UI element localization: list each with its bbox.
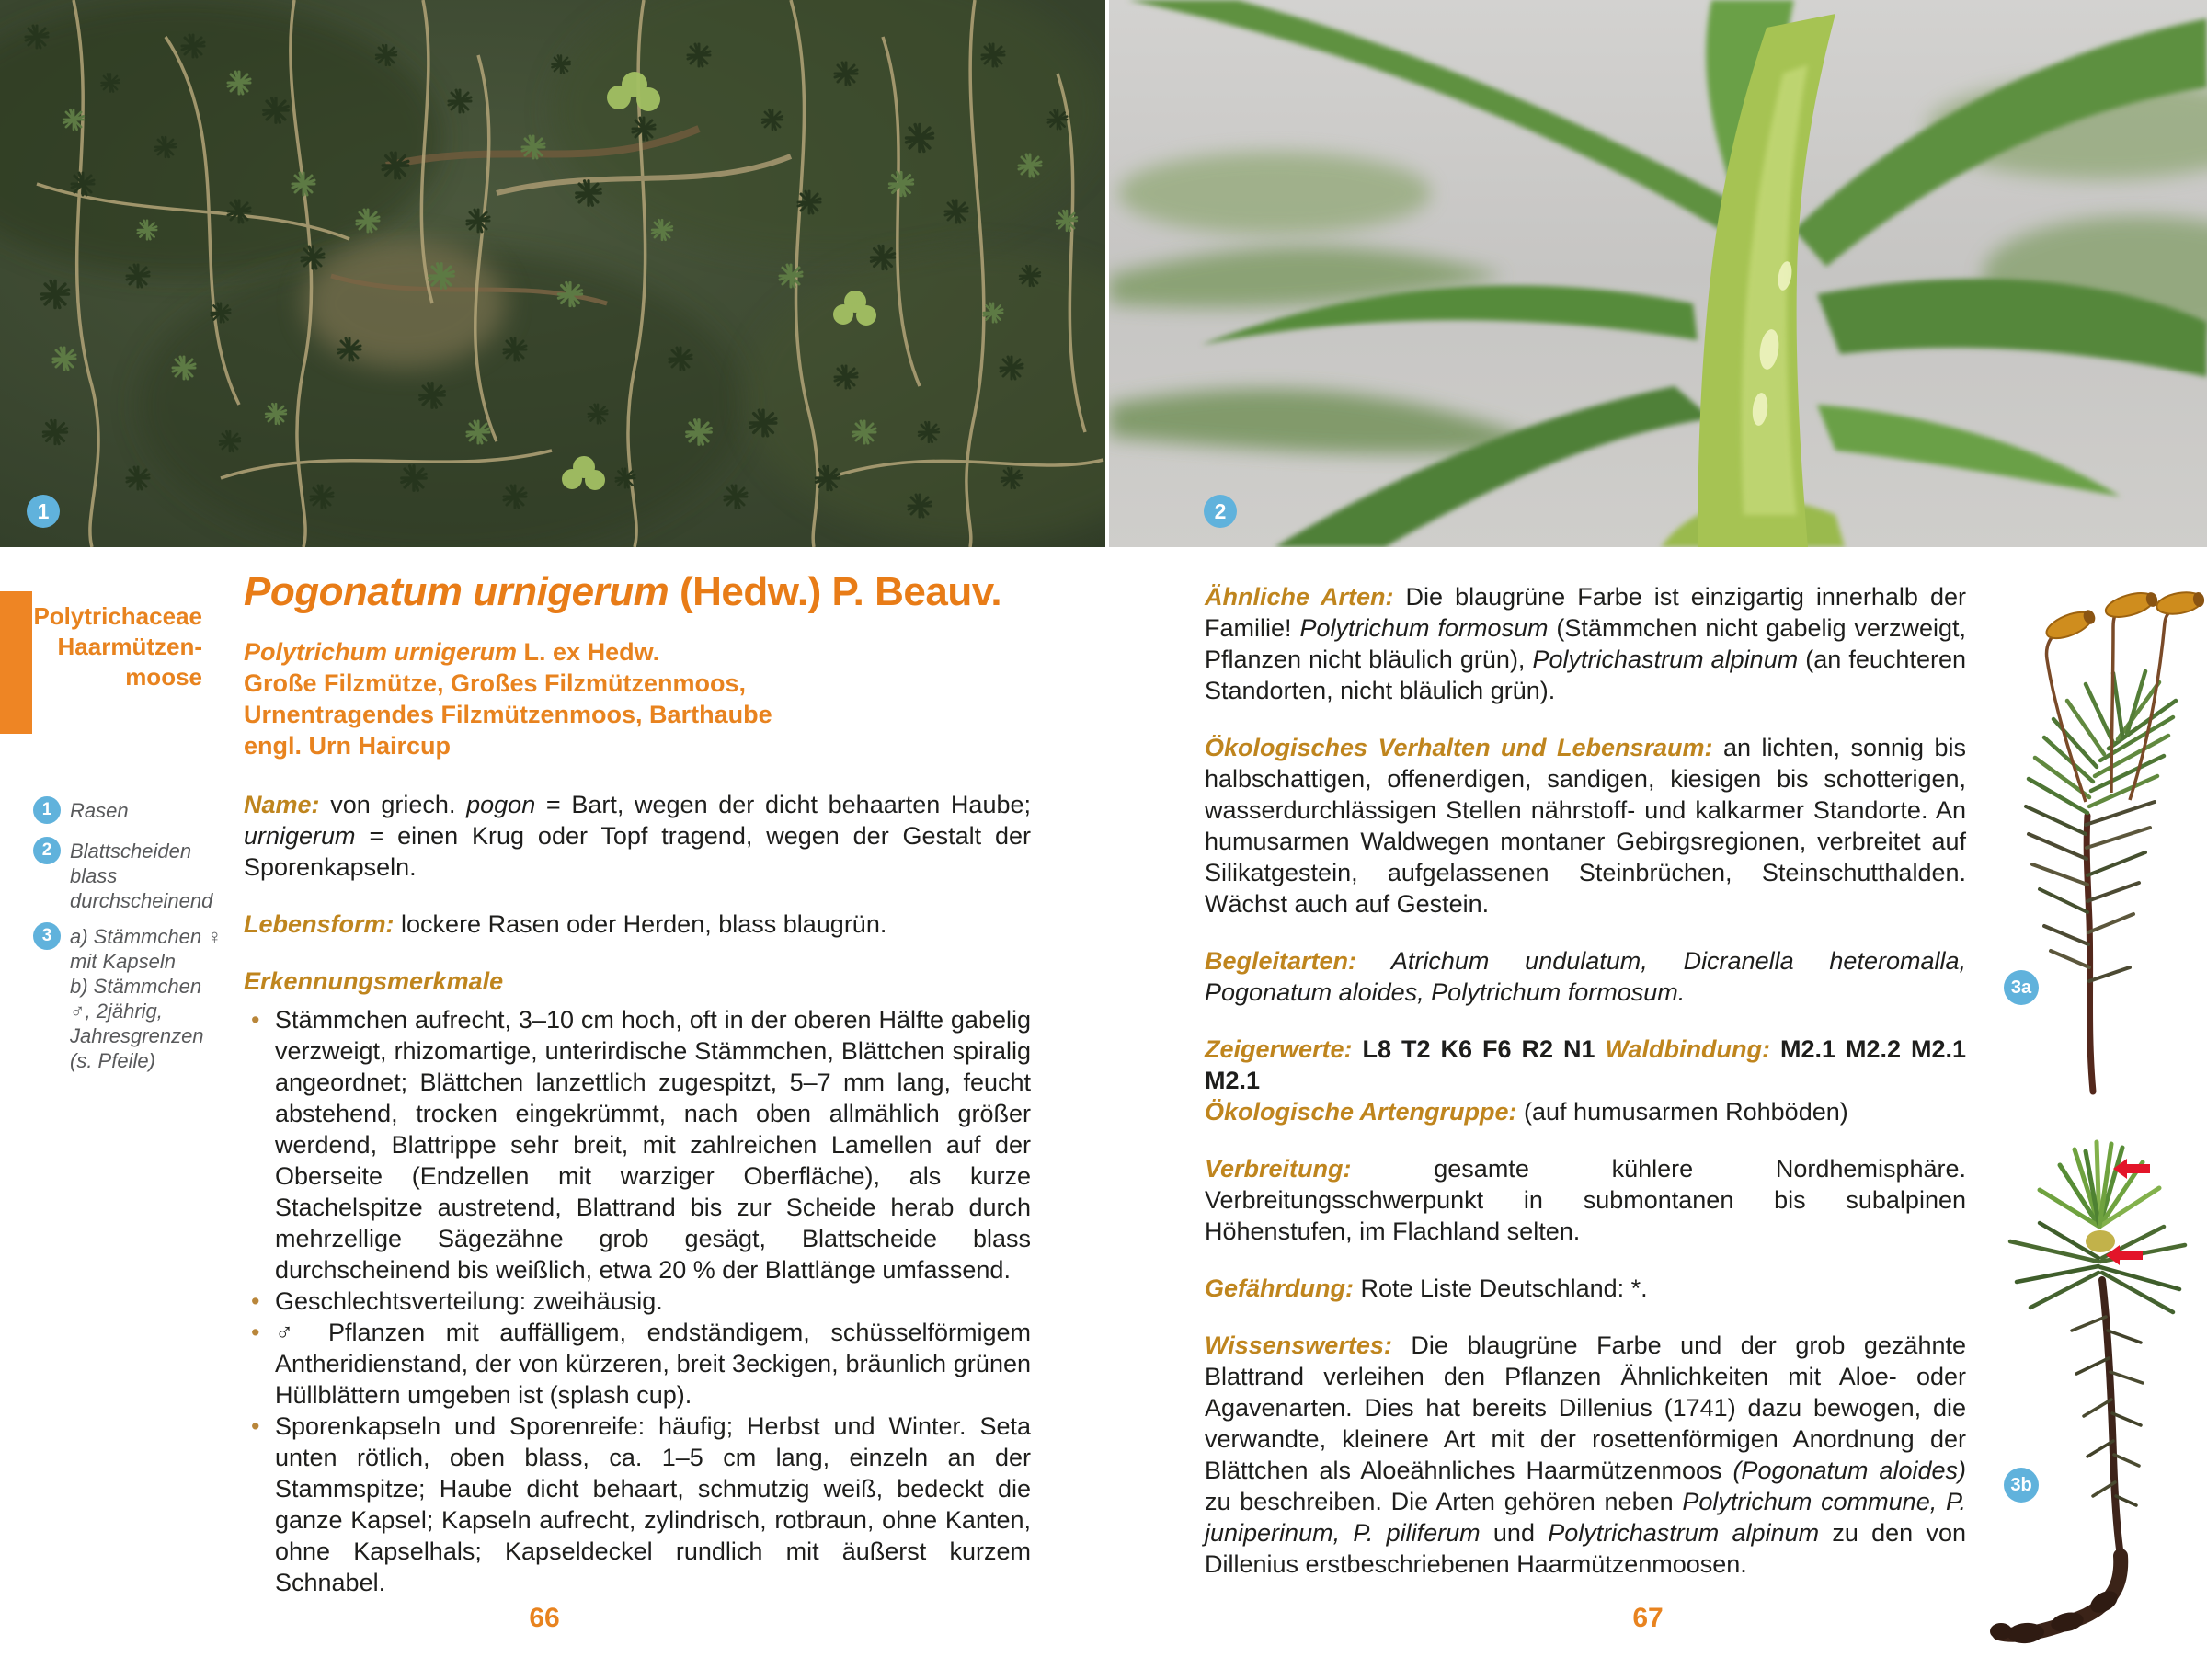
oekologie-paragraph: Ökologisches Verhalten und Lebensraum: an lichten, sonnig bis halbschattigen, offenerdigen, sandigen, kiesigen bis schotterigen, wasserdurchlässigen Stellen nährstoff- und kalkarmer Standorte. An humusarmen Waldwegen montaner Gebirgsregionen, verbreitet auf Silikatgestein, aufgelassenen Steinbrüchen, Steinschutthalden. Wächst auch auf Gestein. bbox=[1205, 734, 1966, 918]
zeigerwerte-line: Zeigerwerte: L8 T2 K6 F6 R2 N1 Waldbindung: M2.1 M2.2 M2.1 M2.1 bbox=[1205, 1035, 1966, 1094]
legend-text-3a: a) Stämmchen ♀ mit Kapseln bbox=[70, 925, 223, 973]
common-names-line1: Große Filzmütze, Großes Filzmützenmoos, bbox=[244, 669, 747, 697]
merkmale-heading: Erkennungsmerkmale bbox=[244, 967, 504, 995]
synonym-line: Polytrichum urnigerum L. ex Hedw. bbox=[244, 638, 660, 666]
specimen-badge-3b: 3b bbox=[2004, 1468, 2039, 1503]
verbreitung-paragraph: Verbreitung: gesamte kühlere Nordhemisphäre. Verbreitungsschwerpunkt in submontanen bis subalpinen Höhenstufen, im Flachland selten. bbox=[1205, 1155, 1966, 1245]
species-title-name: Pogonatum urnigerum bbox=[244, 569, 669, 614]
species-article-continued bbox=[1205, 581, 1966, 1606]
lebensform-paragraph: Lebensform: lockere Rasen oder Herden, blass blaugrün. bbox=[244, 910, 887, 938]
merkmale-bullet-1: • Stämmchen aufrecht, 3–10 cm hoch, oft in der oberen Hälfte gabelig verzweigt, rhizomartige, unterirdische Stämmchen, Blättchen spiralig angeordnet; Blättchen lanzettlich zugespitzt, 5–7 mm lang, feucht abstehend, trocken eingekrümmt, nach oben allmählich größer werdend, Blattrippe sehr breit, mit zahlreichen Lamellen auf der Oberseite (Endzellen mit warziger Oberfläche), als kurze Stachelspitze austretend, Blattrand bis zur Scheide herab durch mehrzellige Sägezähne grob gesägt, Blattscheide blass durchscheinend bis weißlich, etwa 20 % der Blattlänge umfassend. bbox=[244, 1004, 1031, 1286]
merkmale-bullet-2: • Geschlechtsverteilung: zweihäusig. bbox=[244, 1286, 1031, 1317]
family-label bbox=[28, 601, 202, 692]
legend-badge-3: 3 bbox=[33, 922, 61, 950]
page-number-right: 67 bbox=[1632, 1603, 1664, 1633]
legend-badge-2: 2 bbox=[33, 837, 61, 864]
specimen-two-year-illustration bbox=[1975, 1124, 2207, 1675]
shoot-closeup-photo bbox=[1109, 0, 2207, 547]
name-paragraph: Name: von griech. pogon = Bart, wegen der dicht behaarten Haube; urnigerum = einen Krug oder Topf tragend, wegen der Gestalt der Sporenkapseln. bbox=[244, 791, 1031, 881]
legend-badge-1: 1 bbox=[33, 796, 61, 824]
aehnliche-arten-paragraph: Ähnliche Arten: Die blaugrüne Farbe ist einzigartig innerhalb der Familie! Polytrichum formosum (Stämmchen nicht gabelig verzweigt, Pflanzen nicht bläulich grün), Polytrichastrum alpinum (an feuchteren Standorten, nicht bläulich grün). bbox=[1205, 583, 1966, 704]
moss-carpet-photo bbox=[0, 0, 1105, 547]
photo-badge-1: 1 bbox=[27, 495, 60, 528]
merkmale-list bbox=[244, 1004, 1031, 1598]
specimen-with-capsules-illustration bbox=[1975, 572, 2207, 1101]
synonym-block bbox=[244, 636, 1031, 761]
photo-badge-2: 2 bbox=[1204, 495, 1237, 528]
common-names-line2: Urnentragendes Filzmützenmoos, Barthaube bbox=[244, 701, 772, 728]
gefaehrdung-paragraph: Gefährdung: Rote Liste Deutschland: *. bbox=[1205, 1274, 1648, 1302]
legend-text-1: Rasen bbox=[70, 799, 129, 822]
family-common-name-line2: moose bbox=[125, 663, 202, 691]
begleitarten-paragraph: Begleitarten: Atrichum undulatum, Dicranella heteromalla, Pogonatum aloides, Polytrichum formosum. bbox=[1205, 947, 1966, 1006]
red-arrow-annotation-1 bbox=[2113, 1159, 2150, 1179]
wissenswertes-paragraph: Wissenswertes: Die blaugrüne Farbe und der grob gezähnte Blattrand verleihen den Pflanzen Ähnlichkeiten mit Aloe- oder Agavenarten. Dies hat bereits Dillenius (1741) dazu bewogen, die verwandte, kleinere Art mit der rosettenförmigen Anordnung der Blättchen als Aloeähnliches Haarmützenmoos (Pogonatum aloides) zu beschreiben. Die Arten gehören neben Polytrichum commune, P. juniperinum, P. piliferum und Polytrichastrum alpinum zu den von Dillenius erstbeschriebenen Haarmützenmoosen. bbox=[1205, 1331, 1966, 1578]
page-number-left: 66 bbox=[529, 1603, 560, 1633]
species-title bbox=[244, 570, 1031, 614]
family-name: Polytrichaceae bbox=[33, 602, 202, 630]
zeigerwerte-block bbox=[1205, 1034, 1966, 1127]
artengruppe-line: Ökologische Artengruppe: (auf humusarmen Rohböden) bbox=[1205, 1098, 1848, 1126]
common-names-line3: engl. Urn Haircup bbox=[244, 732, 452, 760]
legend-text-2: Blattscheiden blass durchscheinend bbox=[70, 840, 213, 912]
photo-legend bbox=[33, 798, 223, 1084]
legend-item-2 bbox=[33, 839, 223, 913]
specimen-badge-3a: 3a bbox=[2004, 970, 2039, 1005]
legend-item-3 bbox=[33, 924, 223, 1073]
species-title-author: (Hedw.) P. Beauv. bbox=[669, 569, 1002, 614]
family-common-name-line1: Haarmützen- bbox=[57, 633, 202, 660]
merkmale-bullet-3: • ♂ Pflanzen mit auffälligem, endständigem, schüsselförmigem Antheridienstand, der von kürzeren, breit 3eckigen, bräunlich grünen Hüllblättern umgeben ist (splash cup). bbox=[244, 1317, 1031, 1411]
legend-text-3 bbox=[70, 924, 223, 1073]
legend-item-1 bbox=[33, 798, 223, 828]
legend-text-3b: b) Stämmchen ♂, 2jährig, Jahresgrenzen (s. Pfeile) bbox=[70, 975, 204, 1072]
species-article bbox=[244, 570, 1031, 1598]
merkmale-bullet-4: • Sporenkapseln und Sporenreife: häufig; Herbst und Winter. Seta unten rötlich, oben blass, ca. 1–5 cm lang, einzeln an der Stammspitze; Haube dicht behaart, schmutzig weiß, bedeckt die ganze Kapsel; Kapseln aufrecht, zylindrisch, rotbraun, ohne Kanten, ohne Kapselhals; Kapseldeckel rundlich mit äußerst kurzem Schnabel. bbox=[244, 1411, 1031, 1598]
red-arrow-annotation-2 bbox=[2106, 1245, 2143, 1265]
